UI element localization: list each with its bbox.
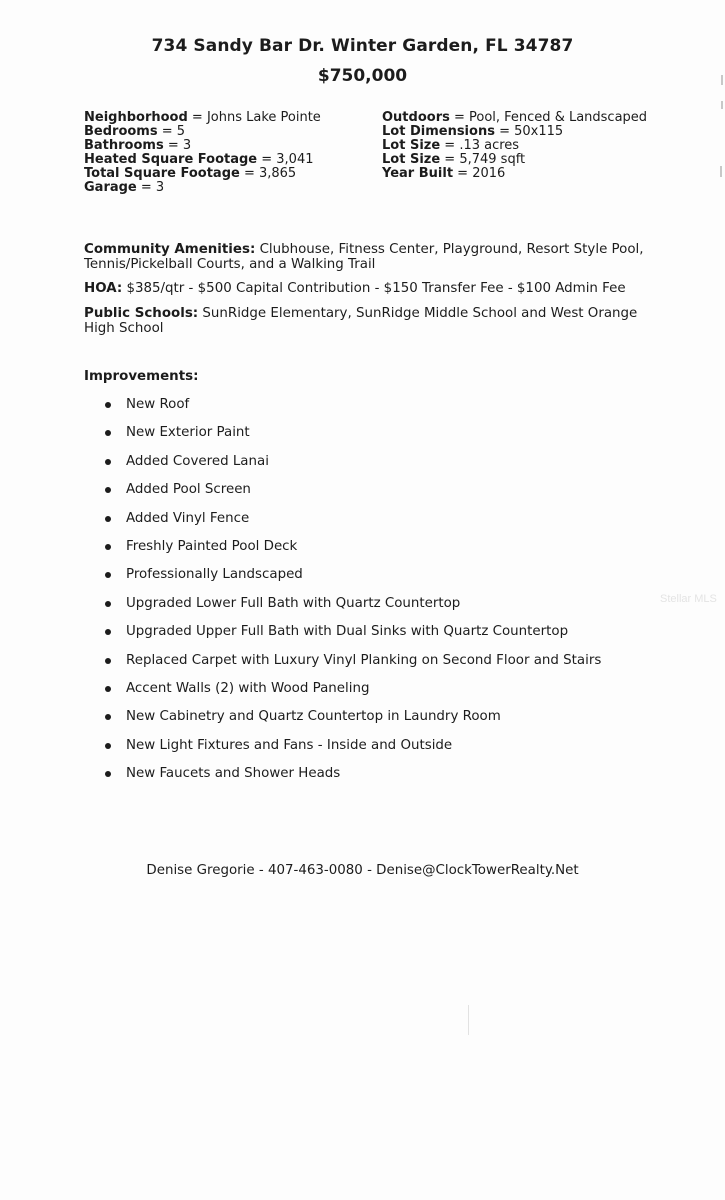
bullet-icon — [105, 601, 111, 607]
scan-artifact — [721, 101, 723, 109]
list-item: Added Covered Lanai — [0, 453, 601, 481]
bullet-icon — [105, 743, 111, 749]
improvements-list — [0, 396, 601, 793]
facts-left-column — [84, 111, 321, 195]
fact-total-square-footage: Total Square Footage = 3,865 — [84, 166, 297, 181]
improvements-heading: Improvements: — [84, 369, 199, 384]
list-item: Replaced Carpet with Luxury Vinyl Planking on Second Floor and Stairs — [0, 652, 601, 680]
bullet-icon — [105, 771, 111, 777]
list-item: New Exterior Paint — [0, 424, 601, 452]
property-address: 734 Sandy Bar Dr. Winter Garden, FL 34787 — [151, 36, 574, 56]
bullet-icon — [105, 487, 111, 493]
community-amenities: Community Amenities: Clubhouse, Fitness Center, Playground, Resort Style Pool, Tennis/Pickelball Courts, and a Walking Trail — [84, 242, 644, 272]
list-item: New Roof — [0, 396, 601, 424]
list-item: Freshly Painted Pool Deck — [0, 538, 601, 566]
list-item: Added Pool Screen — [0, 481, 601, 509]
bullet-icon — [105, 430, 111, 436]
property-price: $750,000 — [317, 66, 408, 86]
bullet-icon — [105, 629, 111, 635]
list-item: Accent Walls (2) with Wood Paneling — [0, 680, 601, 708]
bullet-icon — [105, 459, 111, 465]
bullet-icon — [105, 516, 111, 522]
fact-neighborhood: Neighborhood = Johns Lake Pointe — [84, 110, 321, 125]
hoa-fees: HOA: $385/qtr - $500 Capital Contribution - $150 Transfer Fee - $100 Admin Fee — [84, 281, 626, 296]
fact-lot-dimensions: Lot Dimensions = 50x115 — [382, 124, 564, 139]
fact-bedrooms: Bedrooms = 5 — [84, 124, 186, 139]
bullet-icon — [105, 572, 111, 578]
list-item: Upgraded Lower Full Bath with Quartz Countertop — [0, 595, 601, 623]
fact-year-built: Year Built = 2016 — [382, 166, 506, 181]
bullet-icon — [105, 544, 111, 550]
list-item: New Cabinetry and Quartz Countertop in Laundry Room — [0, 708, 601, 736]
fact-outdoors: Outdoors = Pool, Fenced & Landscaped — [382, 110, 648, 125]
list-item: New Faucets and Shower Heads — [0, 765, 601, 793]
list-item: Added Vinyl Fence — [0, 510, 601, 538]
list-item: Upgraded Upper Full Bath with Dual Sinks with Quartz Countertop — [0, 623, 601, 651]
fact-lot-size-sqft: Lot Size = 5,749 sqft — [382, 152, 526, 167]
scan-artifact — [468, 1005, 469, 1035]
list-item: New Light Fixtures and Fans - Inside and Outside — [0, 737, 601, 765]
fact-garage: Garage = 3 — [84, 180, 165, 195]
list-item: Professionally Landscaped — [0, 566, 601, 594]
facts-right-column — [382, 111, 647, 181]
scan-artifact — [720, 166, 722, 177]
mls-watermark: Stellar MLS — [660, 593, 717, 605]
fact-bathrooms: Bathrooms = 3 — [84, 138, 192, 153]
public-schools: Public Schools: SunRidge Elementary, SunRidge Middle School and West Orange High School — [84, 306, 638, 336]
bullet-icon — [105, 658, 111, 664]
agent-contact: Denise Gregorie - 407-463-0080 - Denise@ClockTowerRealty.Net — [146, 863, 579, 878]
scan-artifact — [721, 75, 723, 85]
bullet-icon — [105, 402, 111, 408]
bullet-icon — [105, 714, 111, 720]
bullet-icon — [105, 686, 111, 692]
fact-lot-size-acres: Lot Size = .13 acres — [382, 138, 520, 153]
fact-heated-square-footage: Heated Square Footage = 3,041 — [84, 152, 314, 167]
